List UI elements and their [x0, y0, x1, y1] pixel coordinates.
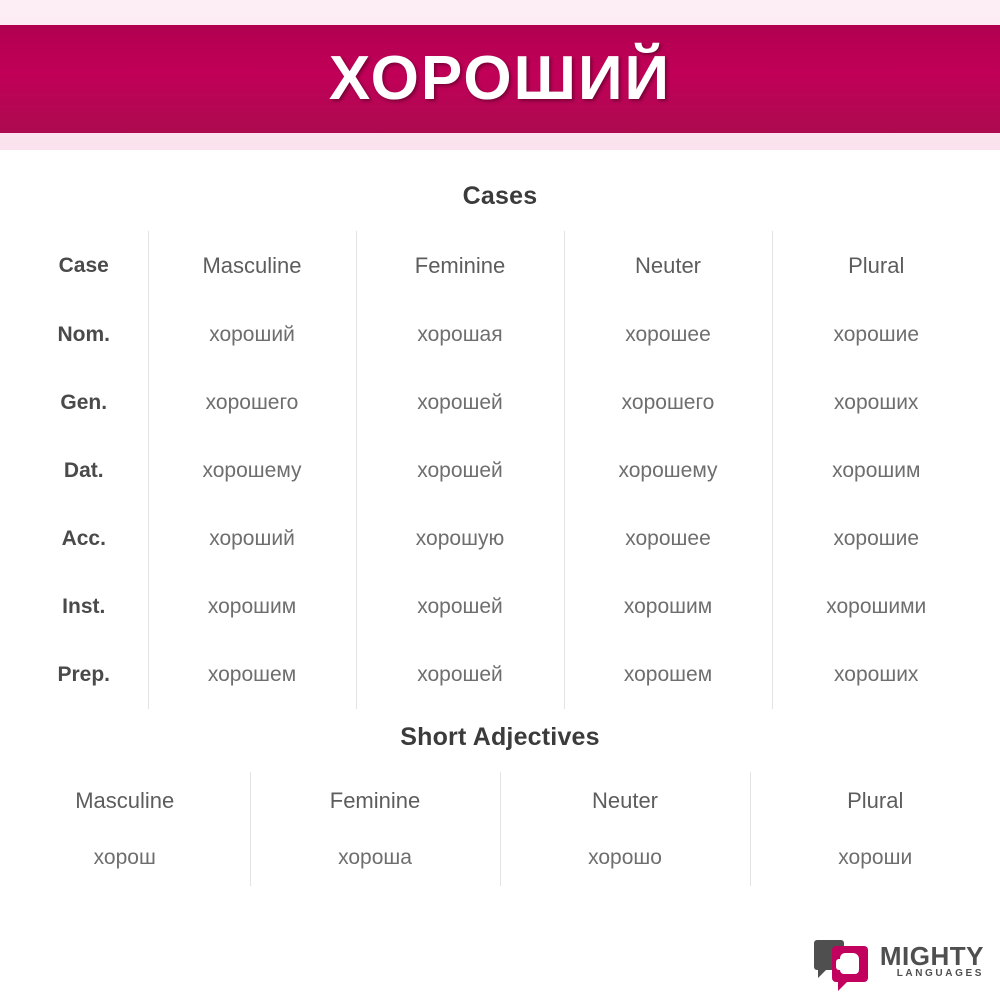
column-header-plural: Plural — [848, 253, 905, 278]
cell-neuter: хорошим — [564, 573, 772, 641]
cell-plural: хорошим — [832, 459, 921, 482]
cell-feminine: хорошая — [356, 301, 564, 369]
cell-neuter: хорошем — [564, 641, 772, 709]
column-header-masculine: Masculine — [148, 231, 356, 301]
case-label: Dat. — [20, 437, 148, 505]
table-row — [20, 369, 980, 437]
column-header-neuter: Neuter — [500, 772, 750, 830]
case-label: Inst. — [20, 573, 148, 641]
cases-section-title: Cases — [462, 182, 538, 210]
case-label: Nom. — [20, 301, 148, 369]
table-row — [20, 505, 980, 573]
brand-logo — [814, 936, 984, 986]
content-body — [0, 150, 1000, 886]
cases-table-header-row — [20, 231, 980, 301]
cell-plural: хороших — [834, 391, 919, 414]
cell-plural: хороши — [838, 846, 913, 869]
column-header-feminine: Feminine — [250, 772, 500, 830]
cell-neuter: хорошее — [564, 301, 772, 369]
speech-bubble-fist-icon — [814, 936, 872, 986]
logo-name: MIGHTY — [879, 941, 984, 971]
cell-masculine: хорошему — [148, 437, 356, 505]
case-label: Prep. — [20, 641, 148, 709]
table-row — [20, 301, 980, 369]
case-label: Acc. — [20, 505, 148, 573]
short-adjectives-table — [0, 772, 1000, 886]
cell-feminine: хороша — [250, 830, 500, 886]
cell-neuter: хорошо — [500, 830, 750, 886]
cell-feminine: хорошей — [356, 641, 564, 709]
cell-feminine: хорошей — [356, 369, 564, 437]
cell-masculine: хорошим — [148, 573, 356, 641]
column-header-case: Case — [20, 231, 148, 301]
cases-table — [20, 231, 980, 709]
case-label: Gen. — [20, 369, 148, 437]
cell-feminine: хорошую — [356, 505, 564, 573]
cell-plural: хороших — [834, 663, 919, 686]
short-table-header-row — [0, 772, 1000, 830]
cell-feminine: хорошей — [356, 437, 564, 505]
cell-plural: хорошими — [826, 595, 927, 618]
cell-plural: хорошие — [833, 527, 920, 550]
column-header-plural: Plural — [847, 788, 904, 813]
table-row — [20, 437, 980, 505]
cell-masculine: хорошего — [148, 369, 356, 437]
cell-masculine: хороший — [148, 301, 356, 369]
title-banner — [0, 25, 1000, 133]
cell-neuter: хорошего — [564, 369, 772, 437]
page-title: ХОРОШИЙ — [328, 44, 672, 113]
table-row — [20, 641, 980, 709]
cell-plural: хорошие — [833, 323, 920, 346]
table-row — [0, 830, 1000, 886]
cell-feminine: хорошей — [356, 573, 564, 641]
header — [0, 0, 1000, 150]
column-header-masculine: Masculine — [0, 772, 250, 830]
cell-masculine: хорошем — [148, 641, 356, 709]
column-header-feminine: Feminine — [356, 231, 564, 301]
table-row — [20, 573, 980, 641]
cell-masculine: хороший — [148, 505, 356, 573]
logo-subtitle: LANGUAGES — [896, 968, 984, 979]
cell-masculine: хорош — [0, 830, 250, 886]
column-header-neuter: Neuter — [564, 231, 772, 301]
cell-neuter: хорошее — [564, 505, 772, 573]
cell-neuter: хорошему — [564, 437, 772, 505]
logo-text — [880, 943, 984, 979]
short-adjectives-section-title: Short Adjectives — [400, 723, 600, 751]
